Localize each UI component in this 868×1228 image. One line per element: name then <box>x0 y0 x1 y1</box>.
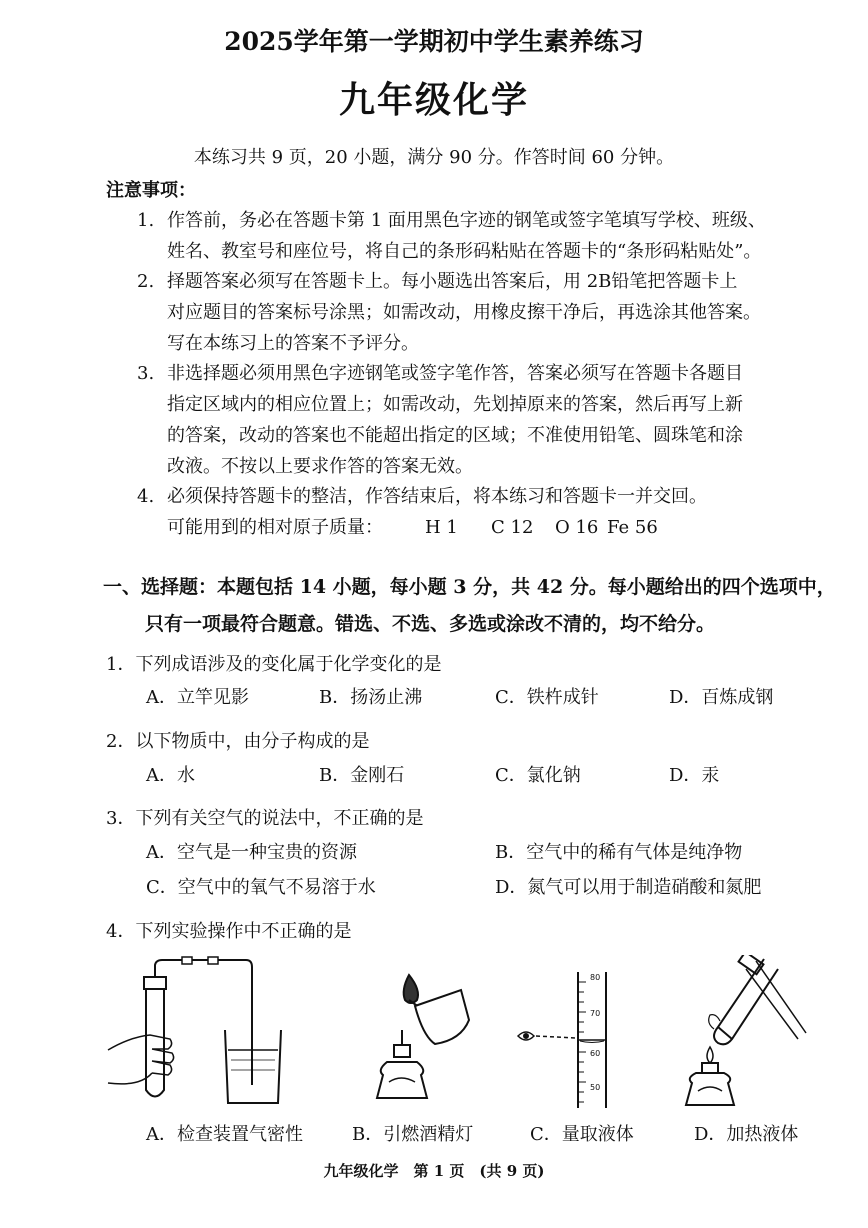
exam-info: 本练习共 9 页，20 小题，满分 90 分。作答时间 60 分钟。 <box>193 147 675 168</box>
notice-item-number: 4. <box>137 486 155 507</box>
notice-line: 择题答案必须写在答题卡上。每小题选出答案后，用 2B铅笔把答题卡上 <box>167 271 738 292</box>
option: C．氯化钠 <box>495 765 581 786</box>
question-stem: 4．下列实验操作中不正确的是 <box>106 921 352 942</box>
airtightness-apparatus-figure <box>100 955 300 1115</box>
notice-item <box>137 358 843 482</box>
page-footer: 九年级化学 第 1 页 (共 9 页) <box>323 1162 545 1180</box>
option: D．汞 <box>669 765 720 786</box>
notice-item <box>137 205 843 267</box>
option: B．扬汤止沸 <box>319 687 423 708</box>
graduated-cylinder-figure <box>512 968 622 1118</box>
notice-line: 姓名、教室号和座位号，将自己的条形码粘贴在答题卡的“条形码粘贴处”。 <box>167 241 762 262</box>
option: D．百炼成钢 <box>669 687 774 708</box>
exam-title: 2025学年第一学期初中学生素养练习 <box>224 27 644 56</box>
section-heading-cont: 只有一项最符合题意。错选、不选、多选或涂改不清的，均不给分。 <box>145 613 716 635</box>
atomic-mass: C 12 <box>491 517 534 538</box>
notice-line: 作答前，务必在答题卡第 1 面用黑色字迹的钢笔或签字笔填写学校、班级、 <box>167 210 766 231</box>
atomic-mass: Fe 56 <box>607 517 658 538</box>
subject-title: 九年级化学 <box>338 79 529 121</box>
notice-line: 改液。不按以上要求作答的答案无效。 <box>167 456 473 477</box>
option: D．氮气可以用于制造硝酸和氮肥 <box>495 877 762 898</box>
heating-liquid-figure <box>680 955 810 1115</box>
notice-line: 对应题目的答案标号涂黑；如需改动，用橡皮擦干净后，再选涂其他答案。 <box>167 302 761 323</box>
option: C．量取液体 <box>530 1124 634 1145</box>
option: B．金刚石 <box>319 765 405 786</box>
notice-item-number: 2. <box>137 271 155 292</box>
notice-item-number: 1. <box>137 210 155 231</box>
question-stem: 1．下列成语涉及的变化属于化学变化的是 <box>106 654 442 675</box>
atomic-mass: O 16 <box>555 517 599 538</box>
notice-line: 必须保持答题卡的整洁，作答结束后，将本练习和答题卡一并交回。 <box>167 486 707 507</box>
notice-item-number: 3. <box>137 363 155 384</box>
option: A．空气是一种宝贵的资源 <box>146 842 357 863</box>
notice-line: 非选择题必须用黑色字迹钢笔或签字笔作答，答案必须写在答题卡各题目 <box>167 363 743 384</box>
cylinder-tick-label: 80 <box>590 973 601 982</box>
cylinder-tick-label: 70 <box>590 1009 601 1018</box>
option: B．空气中的稀有气体是纯净物 <box>495 842 743 863</box>
option: C．铁杵成针 <box>495 687 599 708</box>
atomic-mass: H 1 <box>425 517 458 538</box>
question-stem: 3．下列有关空气的说法中，不正确的是 <box>106 808 424 829</box>
question-stem: 2．以下物质中，由分子构成的是 <box>106 731 370 752</box>
notice-line: 指定区域内的相应位置上；如需改动，先划掉原来的答案，然后再写上新 <box>167 394 743 415</box>
option: C．空气中的氧气不易溶于水 <box>146 877 376 898</box>
option: A．立竿见影 <box>146 687 249 708</box>
cylinder-tick-label: 60 <box>590 1049 601 1058</box>
option: B．引燃酒精灯 <box>352 1124 474 1145</box>
notice-item <box>137 266 843 359</box>
option: A．检查装置气密性 <box>146 1124 303 1145</box>
cylinder-tick-label: 50 <box>590 1083 601 1092</box>
section-heading: 一、选择题：本题包括 14 小题，每小题 3 分，共 42 分。每小题给出的四个选项中， <box>103 576 836 598</box>
notice-heading: 注意事项： <box>106 180 196 201</box>
alcohol-lamp-lighting-figure <box>365 970 475 1110</box>
notice-line: 的答案，改动的答案也不能超出指定的区域；不准使用铅笔、圆珠笔和涂 <box>167 425 743 446</box>
notice-item <box>137 481 843 543</box>
atomic-mass-label: 可能用到的相对原子质量： <box>167 517 383 538</box>
option: D．加热液体 <box>694 1124 799 1145</box>
option: A．水 <box>146 765 195 786</box>
notice-line: 写在本练习上的答案不予评分。 <box>167 333 419 354</box>
